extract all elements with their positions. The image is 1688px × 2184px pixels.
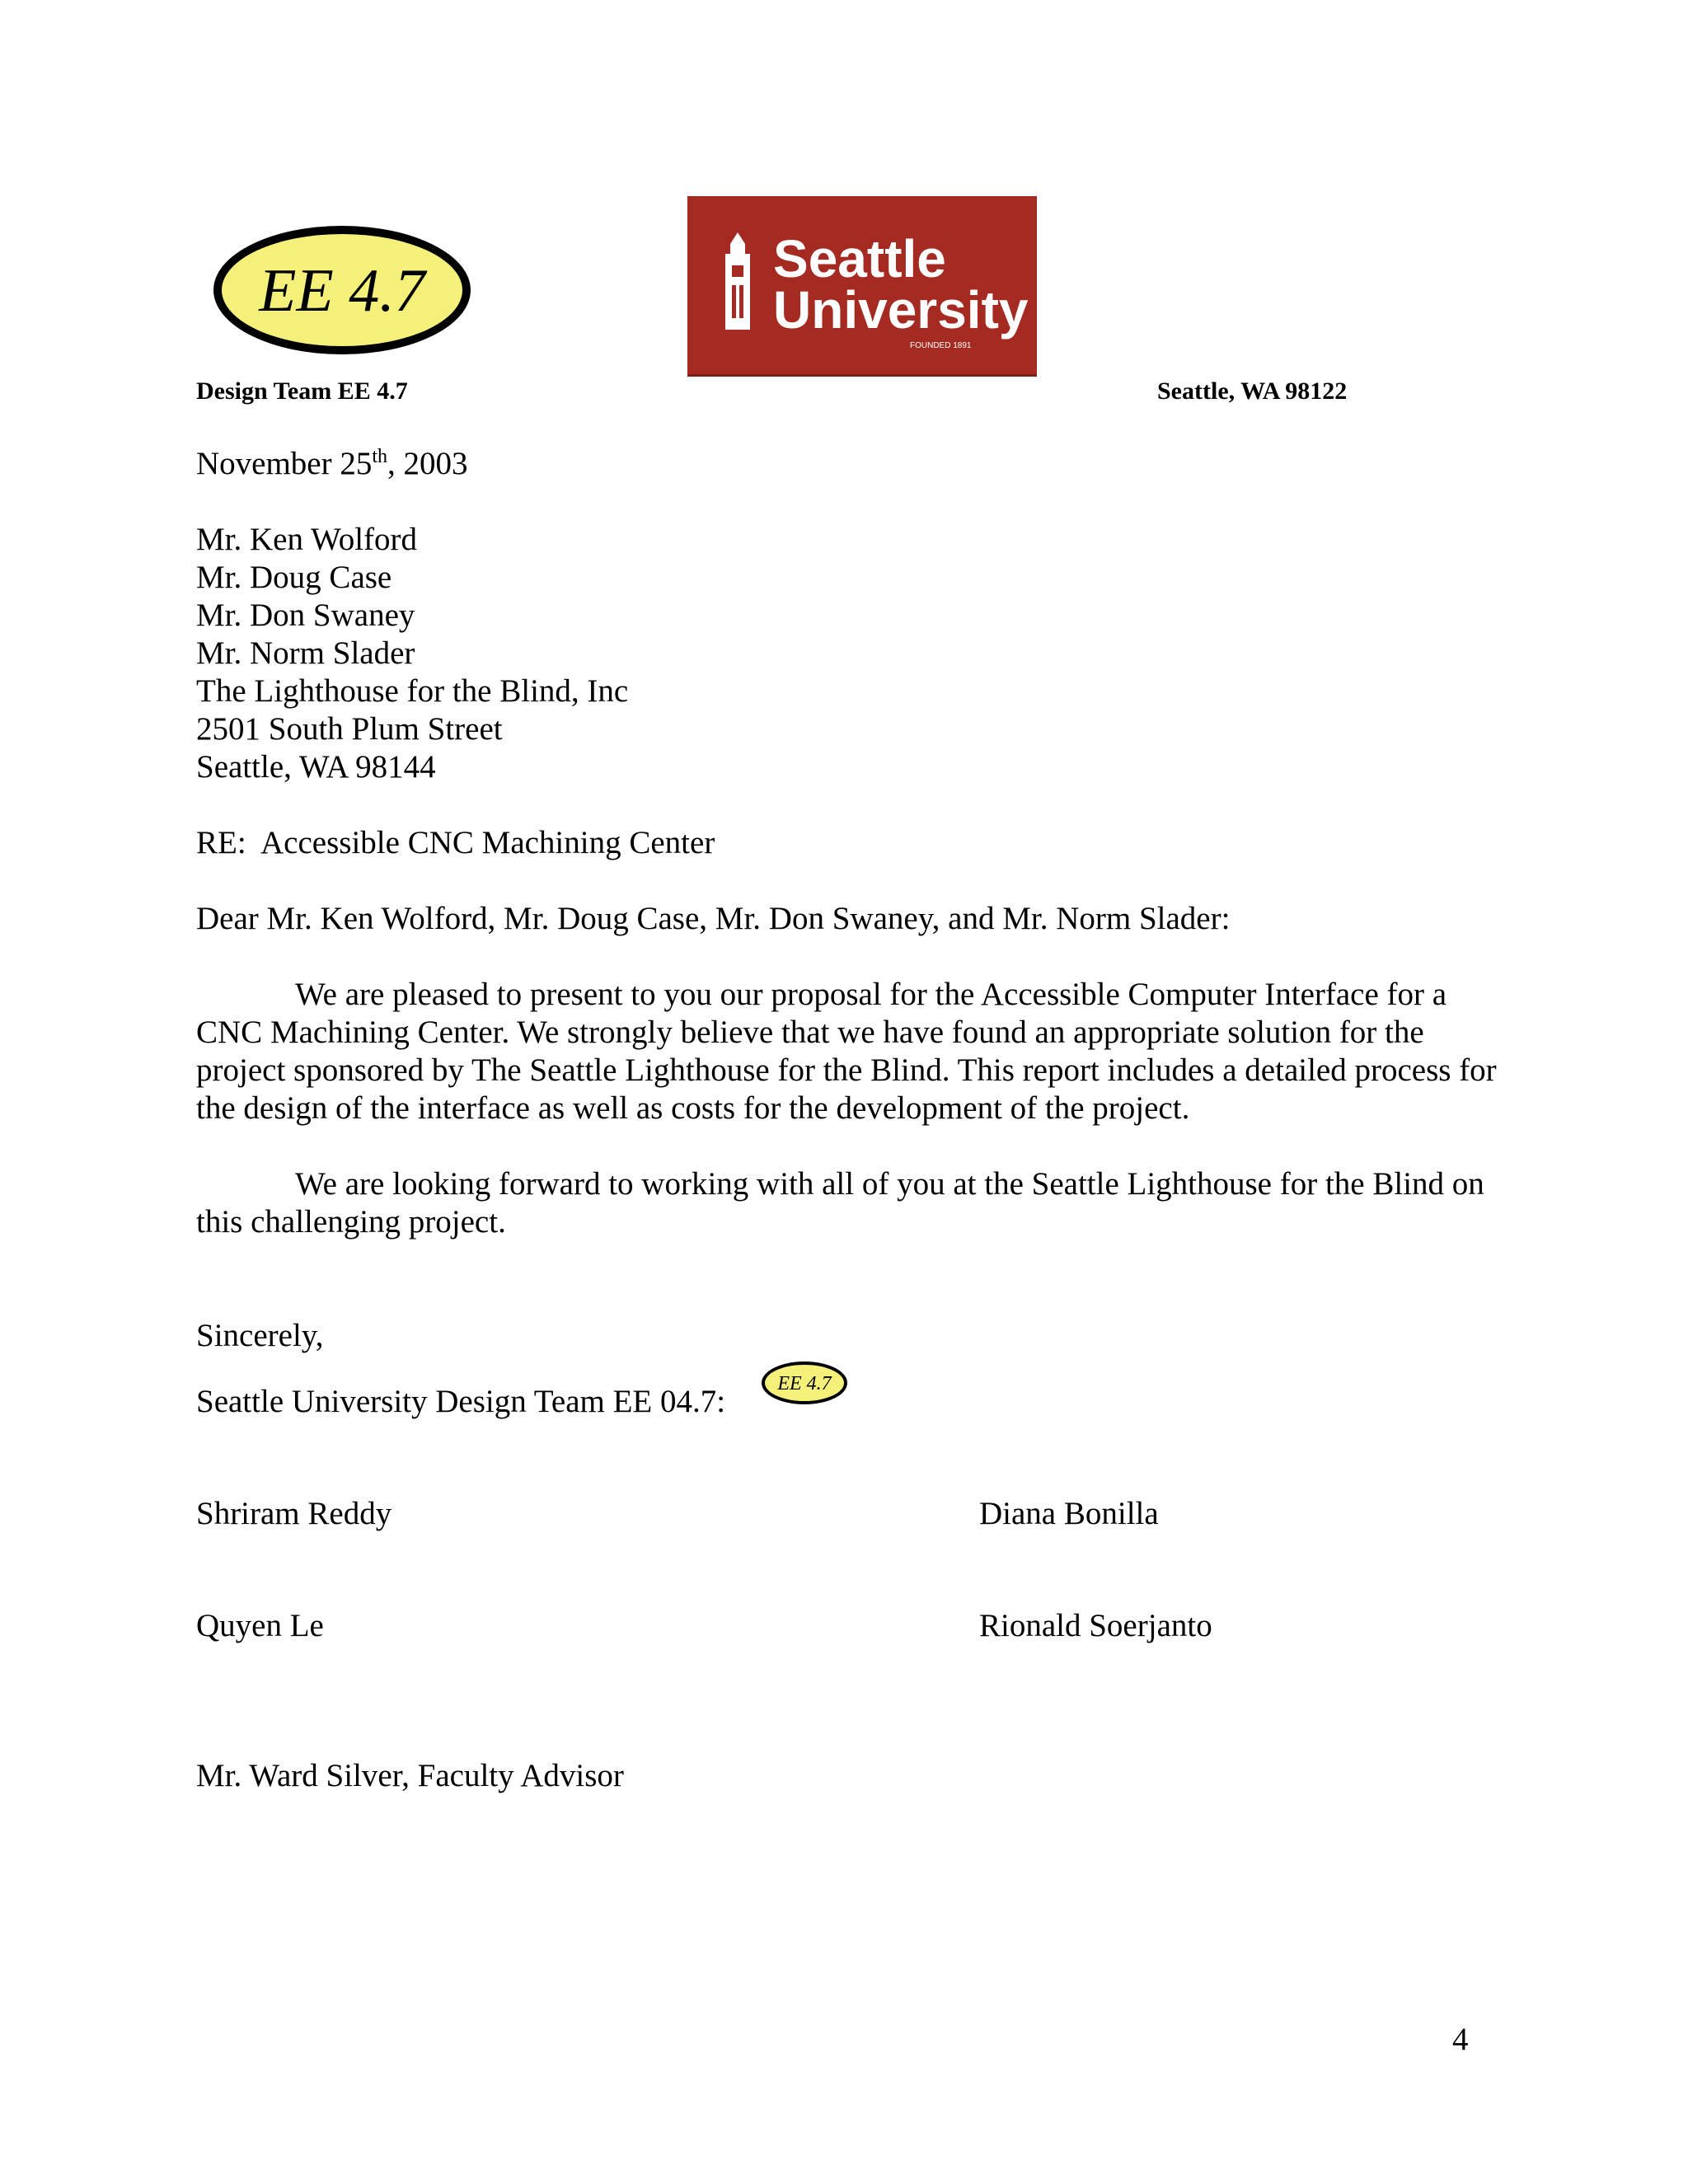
date-year: , 2003 — [387, 446, 468, 481]
closing: Sincerely, — [196, 1318, 324, 1353]
salutation: Dear Mr. Ken Wolford, Mr. Doug Case, Mr. Don Swaney, and Mr. Norm Slader: — [196, 901, 1231, 936]
university-logo-line2: University — [773, 280, 1029, 340]
university-logo — [687, 196, 1037, 377]
small-team-logo-graphic — [760, 1360, 849, 1406]
recipient-line: Seattle, WA 98144 — [196, 749, 436, 785]
page-number: 4 — [1452, 2022, 1469, 2057]
university-logo-founded: FOUNDED 1891 — [910, 341, 972, 350]
university-logo-graphic — [687, 196, 1037, 374]
date-suffix: th — [372, 446, 388, 467]
body-paragraph-1 — [196, 976, 1498, 1127]
recipient-line: Mr. Norm Slader — [196, 635, 415, 671]
team-logo-text: EE 4.7 — [259, 257, 425, 325]
recipient-line: Mr. Ken Wolford — [196, 522, 418, 557]
signer-name: Quyen Le — [196, 1608, 324, 1643]
university-logo-line1: Seattle — [773, 229, 946, 288]
team-signature: Seattle University Design Team EE 04.7: — [196, 1384, 726, 1419]
signer-name: Rionald Soerjanto — [979, 1608, 1212, 1643]
recipient-line: Mr. Doug Case — [196, 560, 392, 595]
signer-name: Diana Bonilla — [979, 1496, 1159, 1531]
recipient-line: The Lighthouse for the Blind, Inc — [196, 673, 629, 709]
tower-icon — [725, 232, 750, 330]
paragraph-2-text: We are looking forward to working with all of you at the Seattle Lighthouse for the Blind on this challenging project. — [196, 1166, 1484, 1240]
team-logo — [198, 206, 486, 354]
recipient-address — [196, 521, 628, 786]
small-logo-text: EE 4.7 — [777, 1373, 832, 1394]
team-name: Design Team EE 4.7 — [196, 377, 408, 405]
location: Seattle, WA 98122 — [1157, 377, 1348, 405]
body-paragraph-2 — [196, 1165, 1498, 1241]
letter-date — [196, 445, 468, 483]
team-logo-graphic — [198, 206, 486, 354]
subject-line: RE: Accessible CNC Machining Center — [196, 825, 715, 860]
signer-name: Shriram Reddy — [196, 1496, 392, 1531]
recipient-line: 2501 South Plum Street — [196, 711, 503, 747]
date-prefix: November 25 — [196, 446, 373, 481]
recipient-line: Mr. Don Swaney — [196, 598, 415, 633]
small-team-logo — [760, 1360, 849, 1406]
faculty-advisor: Mr. Ward Silver, Faculty Advisor — [196, 1758, 624, 1793]
paragraph-1-text: We are pleased to present to you our proposal for the Accessible Computer Interface for a CNC Machining Center. We strongly believe that we have found an appropriate solution for the project sponsored by The Seattle Lighthouse for the Blind. This report includes a detailed process for the design of the interface as well as costs for the development of the project. — [196, 977, 1497, 1126]
